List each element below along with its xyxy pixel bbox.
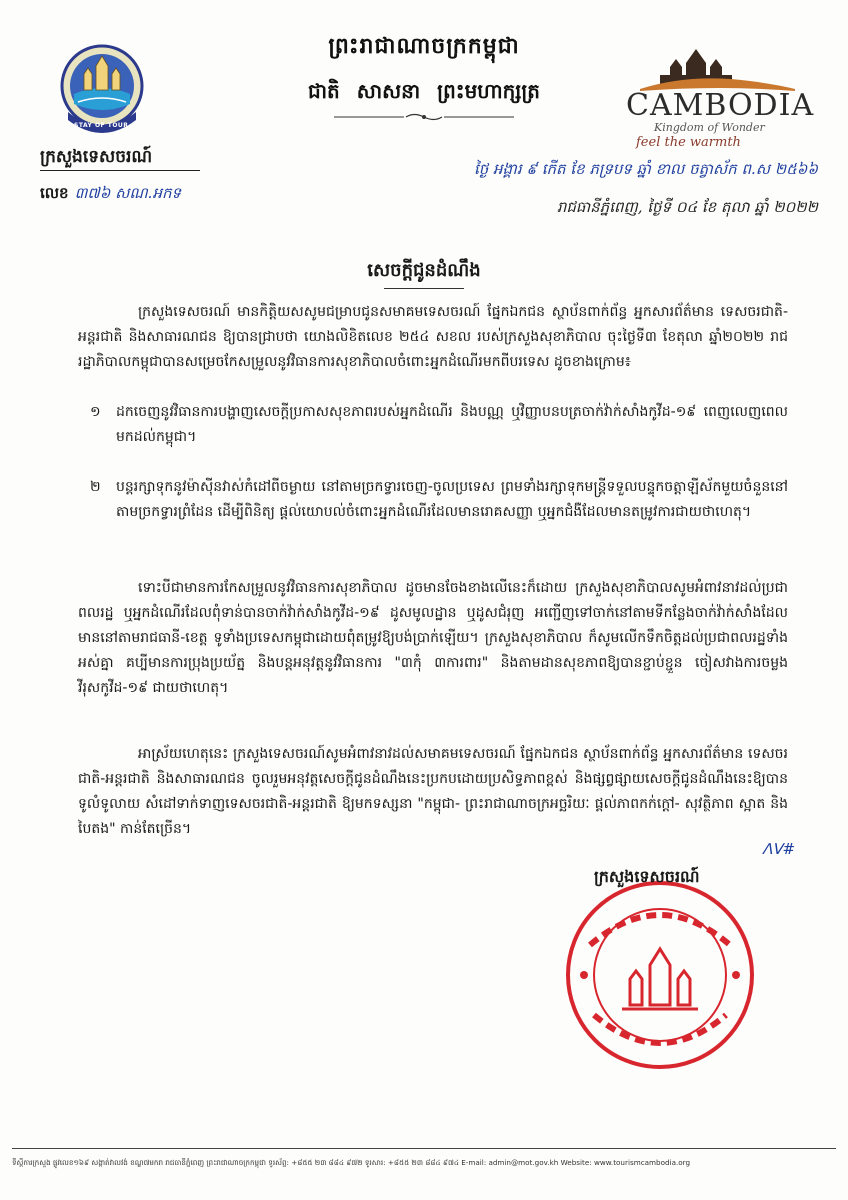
title-underline — [384, 288, 464, 289]
motto-ornament-icon — [334, 112, 514, 122]
list-item-number: ១ — [90, 404, 101, 420]
list-item-text: ដកចេញនូវវិធានការបង្ហាញសេចក្តីប្រកាសសុខភាពរបស់អ្នកដំណើរ និងបណ្ណ ឬវិញ្ញាបនបត្រចាក់វ៉ាក់សាំងកូវីដ-១៩ ពេញលេញពេលមកដល់កម្ពុជា។ — [116, 404, 788, 445]
list-item — [90, 400, 788, 450]
solar-date: រាជធានីភ្នំពេញ, ថ្ងៃទី ០៤ ខែ តុលា ឆ្នាំ ២០២២ — [556, 198, 818, 216]
reference-line — [40, 184, 181, 206]
handwritten-initials: ꓥꓦ# — [762, 840, 796, 858]
lunar-date: ថ្ងៃ អង្គារ ៩ កើត ខែ ភទ្របទ ឆ្នាំ ខាល ចត្វាស័ក ព.ស ២៥៦៦ — [473, 160, 818, 178]
list-item-text: បន្តរក្សាទុកនូវម៉ាស៊ីនវាស់កំដៅពីចម្ងាយ នៅតាមច្រកទ្វារចេញ-ចូលប្រទេស ព្រមទាំងរក្សាទុកមន្ត្រីទទួលបន្ទុកចត្តាឡីស័កមួយចំនួននៅតាមច្រកទ្វារព្រំដែន ដើម្បីពិនិត្យ ផ្តល់យោបល់ចំពោះអ្នកដំណើរដែលមានរោគសញ្ញា ឬអ្នកជំងឺដែលមានតម្រូវការជាយថាហេតុ។ — [116, 479, 788, 520]
brand-tagline: Kingdom of Wonder — [654, 121, 765, 134]
paragraph-intro: ក្រសួងទេសចរណ៍ មានកិត្តិយសសូមជម្រាបជូនសមាគមទេសចរណ៍ ផ្នែកឯកជន ស្ថាប័នពាក់ព័ន្ធ អ្នកសារព័ត៌មាន ទេសចរជាតិ-អន្តរជាតិ និងសាធារណជន ឱ្យបានជ្រាបថា យោងលិខិតលេខ ២៥៤ សខល របស់ក្រសួងសុខាភិបាល ចុះថ្ងៃទី៣ ខែតុលា ឆ្នាំ២០២២ រាជរដ្ឋាភិបាលកម្ពុជាបានសម្រេចកែសម្រួលនូវវិធានការសុខាភិបាលចំពោះអ្នកដំណើរមកពីបរទេស ដូចខាងក្រោម៖ — [78, 304, 788, 370]
reference-label: លេខ — [40, 184, 69, 202]
logo-caption: STAY OF TOUR — [74, 122, 129, 129]
national-motto: ជាតិ សាសនា ព្រះមហាក្សត្រ — [308, 79, 540, 103]
official-seal-icon — [560, 875, 760, 1075]
kingdom-title: ព្រះរាជាណាចក្រកម្ពុជា — [328, 33, 520, 59]
footer-divider — [12, 1148, 836, 1149]
paragraph-conclusion: អាស្រ័យហេតុនេះ ក្រសួងទេសចរណ៍សូមអំពាវនាវដល់សមាគមទេសចរណ៍ ផ្នែកឯកជន ស្ថាប័នពាក់ព័ន្ធ អ្នកសារព័ត៌មាន ទេសចរជាតិ-អន្តរជាតិ និងសាធារណជន ចូលរួមអនុវត្តសេចក្តីជូនដំណឹងនេះប្រកបដោយប្រសិទ្ធភាពខ្ពស់ និងផ្សព្វផ្សាយសេចក្តីជូនដំណឹងនេះឱ្យបានទូលំទូលាយ សំដៅទាក់ទាញទេសចរជាតិ-អន្តរជាតិ ឱ្យមកទស្សនា "កម្ពុជា- ព្រះរាជាណាចក្រអច្ឆរិយៈ ផ្តល់ភាពកក់ក្តៅ- សុវត្ថិភាព ស្អាត និងបៃតង" កាន់តែច្រើន។ — [78, 746, 788, 837]
list-item — [90, 475, 788, 525]
footer-contact: ទីស្តីការក្រសួង ផ្លូវលេខ១៦៩ សង្កាត់វាលវង់ ខណ្ឌ៧មករា រាជធានីភ្នំពេញ ព្រះរាជាណាចក្រកម្ពុជា ទូរស័ព្ទ: +៨៥៥ ២៣ ៨៨៤ ៩៧២ ទូរសារ: +៨៥៥ ២៣ ៨៨៤ ៩៧៤ E-mail: admin@mot.gov.kh Website: www.tourismcambodia.org — [12, 1158, 691, 1167]
brand-slogan: feel the warmth — [636, 135, 741, 150]
document-title: សេចក្តីជូនដំណឹង — [367, 260, 481, 281]
brand-word: CAMBODIA — [626, 88, 815, 123]
reference-number: ៣៧៦ សណ.អកទ — [74, 184, 182, 202]
signature-ministry-name: ក្រសួងទេសចរណ៍ — [594, 867, 700, 886]
ministry-name: ក្រសួងទេសចរណ៍ — [40, 147, 153, 167]
list-item-number: ២ — [90, 479, 101, 495]
paragraph-health-appeal: ទោះបីជាមានការកែសម្រួលនូវវិធានការសុខាភិបាល ដូចមានចែងខាងលើនេះក៏ដោយ ក្រសួងសុខាភិបាលសូមអំពាវនាវដល់ប្រជាពលរដ្ឋ ឬអ្នកដំណើរដែលពុំទាន់បានចាក់វ៉ាក់សាំងកូវីដ-១៩ ដូសមូលដ្ឋាន ឬដូសជំរុញ អញ្ជើញទៅចាក់នៅតាមទីកន្លែងចាក់វ៉ាក់សាំងដែលមាននៅតាមរាជធានី-ខេត្ត ទូទាំងប្រទេសកម្ពុជាដោយពុំតម្រូវឱ្យបង់ប្រាក់ឡើយ។ ក្រសួងសុខាភិបាល ក៏សូមលើកទឹកចិត្តដល់ប្រជាពលរដ្ឋទាំងអស់គ្នា គប្បីមានការប្រុងប្រយ័ត្ន និងបន្តអនុវត្តនូវវិធានការ "៣កុំ ៣ការពារ" និងតាមដានសុខភាពឱ្យបានខ្ជាប់ខ្ជួន ចៀសវាងការចម្លងវីរុសកូវីដ-១៩ ជាយថាហេតុ។ — [78, 580, 788, 696]
ministry-underline — [40, 170, 200, 171]
